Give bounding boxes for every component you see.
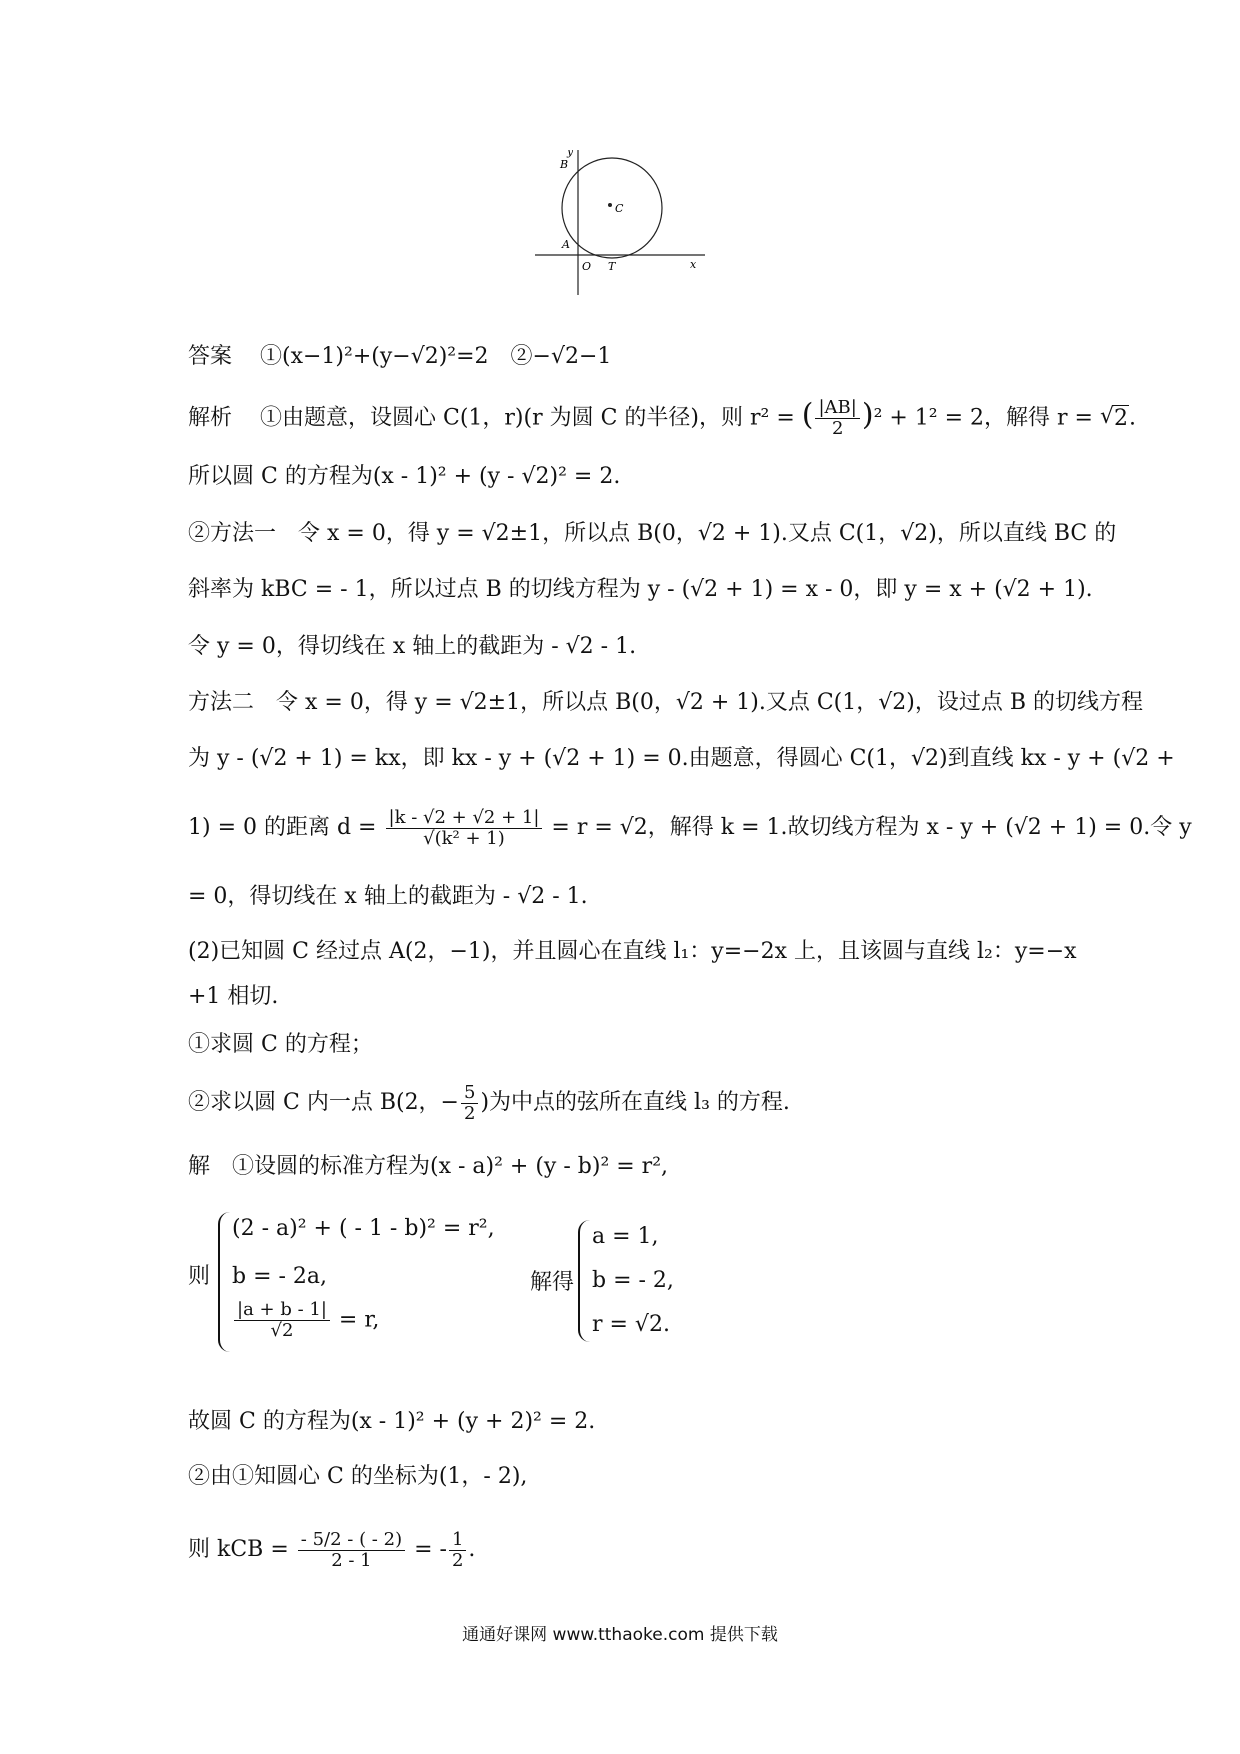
analysis-line-6: 方法二 令 x = 0，得 y = √2±1，所以点 B(0，√2 + 1).又点 C(1，√2)，设过点 B 的切线方程 <box>188 690 1144 715</box>
solution-line-4: 则 kCB = $\frac{- 5/2 - ( - 2)}{2 - 1}$ = - $\frac{1}{2}$ . <box>188 1528 476 1571</box>
label-y: y <box>567 150 574 158</box>
circle-c <box>562 158 662 258</box>
label-b: B <box>560 158 569 171</box>
ab-half-fraction: $\frac{|AB|}{2}$ <box>815 398 859 439</box>
solution-line-2: 故圆 C 的方程为(x - 1)² + (y + 2)² = 2. <box>188 1409 596 1434</box>
footer-credit: 通通好课网 www.tthaoke.com 提供下载 <box>462 1625 778 1645</box>
analysis-line-9: = 0，得切线在 x 轴上的截距为 - √2 - 1. <box>188 884 588 909</box>
analysis-line-4: 斜率为 kBC = - 1，所以过点 B 的切线方程为 y - (√2 + 1) = x - 0，即 y = x + (√2 + 1). <box>188 577 1093 602</box>
analysis-l1-b: ² + 1² = 2，解得 r = <box>873 405 1093 431</box>
problem-line-2: +1 相切. <box>188 984 279 1009</box>
analysis-line-1: 解析 ①由题意，设圆心 C(1，r)(r 为圆 C 的半径)，则 r² = ( $\frac{|AB|}{2}$ )² + 1² = 2，解得 r = √ 2. <box>188 398 1068 439</box>
solution-a: a = 1, <box>592 1224 659 1249</box>
system-then: 则 <box>188 1264 211 1289</box>
five-halves-fraction: $\frac{5}{2}$ <box>461 1083 478 1124</box>
problem-part-2: ②求以圆 C 内一点 B(2，− $\frac{5}{2}$ )为中点的弦所在直线 l₃ 的方程. <box>188 1081 790 1124</box>
analysis-line-3: ②方法一 令 x = 0，得 y = √2±1，所以点 B(0，√2 + 1).又点 C(1，√2)，所以直线 BC 的 <box>188 521 1117 546</box>
analysis-line-8: 1) = 0 的距离 d = $\frac{|k - √2 + √2 + 1|}{\text{√(k² + 1)}}$ = r = √2，解得 k = 1.故切线方程为 x - y + (√2 + 1) = 0.令 y <box>188 806 1192 849</box>
label-o: O <box>582 260 592 273</box>
analysis-tag: 解析 <box>188 405 233 431</box>
circle-figure <box>530 150 710 310</box>
analysis-line-5: 令 y = 0，得切线在 x 轴上的截距为 - √2 - 1. <box>188 634 637 659</box>
analysis-l1-a: ①由题意，设圆心 C(1，r)(r 为圆 C 的半径)，则 r² = <box>260 405 795 431</box>
system-eq-3: $\frac{|a + b - 1|}{√2}$ = r, <box>232 1300 379 1341</box>
center-point <box>608 203 612 207</box>
answer-line <box>188 340 1068 374</box>
system-eq-2: b = - 2a, <box>232 1264 328 1289</box>
system-eq-1: (2 - a)² + ( - 1 - b)² = r², <box>232 1216 495 1241</box>
sqrt-2: √ 2 <box>1100 402 1129 436</box>
answer-tag: 答案 <box>188 344 233 369</box>
analysis-line-2: 所以圆 C 的方程为(x - 1)² + (y - √2)² = 2. <box>188 464 621 489</box>
slope-fraction: $\frac{- 5/2 - ( - 2)}{2 - 1}$ <box>298 1530 405 1571</box>
answer-text: ①(x−1)²+(y−√2)²=2 ②−√2−1 <box>260 344 612 369</box>
solution-line-3: ②由①知圆心 C 的坐标为(1，- 2), <box>188 1464 528 1489</box>
label-a: A <box>562 238 570 251</box>
problem-line-1: (2)已知圆 C 经过点 A(2，−1)，并且圆心在直线 l₁：y=−2x 上，且该圆与直线 l₂：y=−x <box>188 939 1077 964</box>
label-t: T <box>608 260 616 273</box>
label-x: x <box>690 258 697 271</box>
solve-label: 解得 <box>530 1270 575 1295</box>
distance-fraction: $\frac{|k - √2 + √2 + 1|}{\text{√(k² + 1)}}$ <box>386 808 543 849</box>
analysis-line-7: 为 y - (√2 + 1) = kx，即 kx - y + (√2 + 1) = 0.由题意，得圆心 C(1，√2)到直线 kx - y + (√2 + <box>188 746 1175 771</box>
solution-r: r = √2. <box>592 1312 670 1337</box>
solution-line-1: 解 ①设圆的标准方程为(x - a)² + (y - b)² = r², <box>188 1154 669 1179</box>
minus-half-fraction: $\frac{1}{2}$ <box>449 1530 466 1571</box>
problem-part-1: ①求圆 C 的方程； <box>188 1032 373 1057</box>
label-c: C <box>615 202 624 215</box>
solution-b: b = - 2, <box>592 1268 674 1293</box>
